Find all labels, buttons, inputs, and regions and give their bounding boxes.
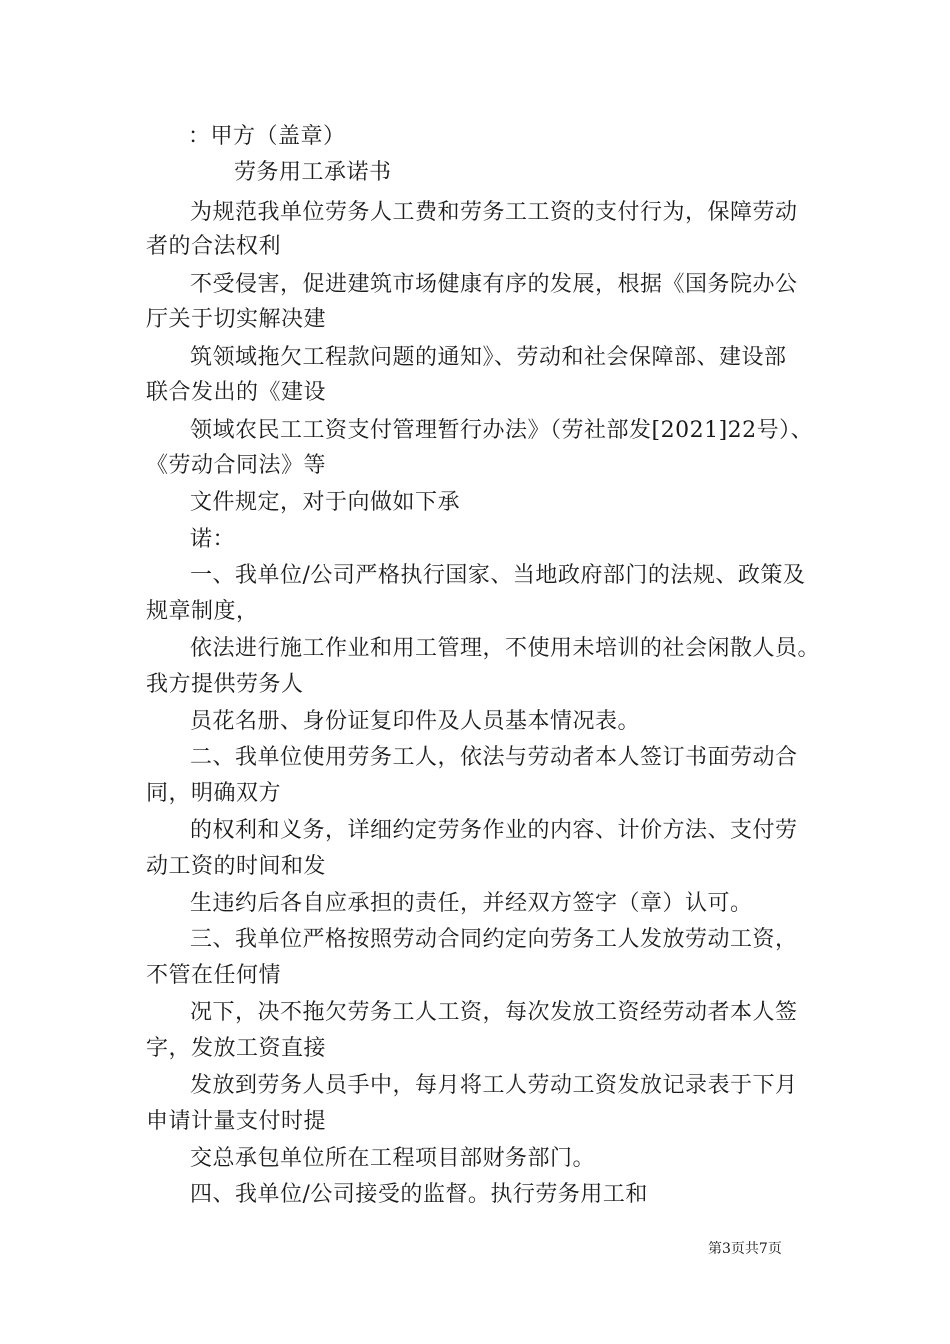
paragraph-line: 二、我单位使用劳务工人，依法与劳动者本人签订书面劳动合 (190, 745, 798, 770)
page-number-footer: 第3页共7页 (708, 1241, 782, 1257)
paragraph-line: 不管在任何情 (146, 963, 282, 988)
party-a-seal-line: ：甲方（盖章） (188, 124, 346, 149)
paragraph-line: 《劳动合同法》等 (146, 453, 327, 478)
paragraph-line: 为规范我单位劳务人工费和劳务工工资的支付行为，保障劳动 (190, 200, 798, 225)
paragraph-line: 三、我单位严格按照劳动合同约定向劳务工人发放劳动工资， (190, 927, 798, 952)
paragraph-line: 规章制度， (146, 599, 259, 624)
paragraph-line: 况下，决不拖欠劳务工人工资，每次发放工资经劳动者本人签 (190, 1000, 798, 1025)
paragraph-line: 同，明确双方 (146, 781, 282, 806)
paragraph-line: 的权利和义务，详细约定劳务作业的内容、计价方法、支付劳 (190, 818, 798, 843)
paragraph-line: 者的合法权利 (146, 234, 282, 259)
paragraph-line: 交总承包单位所在工程项目部财务部门。 (190, 1146, 596, 1171)
paragraph-line: 依法进行施工作业和用工管理，不使用未培训的社会闲散人员。 (190, 636, 821, 661)
paragraph-line: 诺： (190, 527, 236, 552)
paragraph-line: 文件规定，对于向做如下承 (190, 490, 461, 515)
paragraph-line: 申请计量支付时提 (146, 1109, 327, 1134)
paragraph-line: 发放到劳务人员手中，每月将工人劳动工资发放记录表于下月 (190, 1073, 798, 1098)
paragraph-line: 生违约后各自应承担的责任，并经双方签字（章）认可。 (190, 891, 753, 916)
paragraph-line: 厅关于切实解决建 (146, 307, 327, 332)
paragraph-line: 员花名册、身份证复印件及人员基本情况表。 (190, 709, 641, 734)
paragraph-line: 一、我单位/公司严格执行国家、当地政府部门的法规、政策及 (190, 563, 806, 588)
paragraph-line: 不受侵害，促进建筑市场健康有序的发展，根据《国务院办公 (190, 272, 798, 297)
paragraph-line: 四、我单位/公司接受的监督。执行劳务用工和 (190, 1182, 648, 1207)
paragraph-line: 联合发出的《建设 (146, 380, 327, 405)
document-title: 劳务用工承诺书 (234, 160, 392, 185)
paragraph-line: 动工资的时间和发 (146, 854, 327, 879)
paragraph-line: 我方提供劳务人 (146, 672, 304, 697)
paragraph-line: 筑领域拖欠工程款问题的通知》、劳动和社会保障部、建设部 (190, 345, 787, 370)
paragraph-line: 领域农民工工资支付管理暂行办法》（劳社部发[2021]22号）、 (190, 418, 814, 443)
paragraph-line: 字，发放工资直接 (146, 1036, 327, 1061)
